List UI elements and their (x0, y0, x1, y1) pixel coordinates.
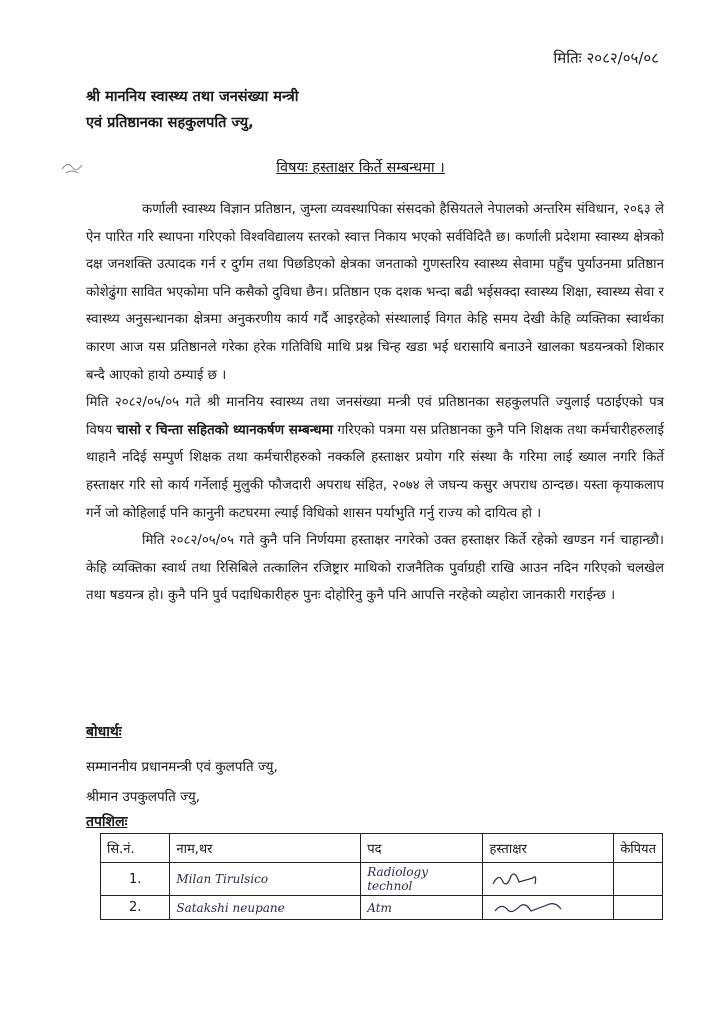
subject-text: विषयः हस्ताक्षर किर्ते सम्बन्धमा । (276, 160, 445, 176)
row-name: Satakshi neupane (170, 896, 361, 920)
cc-item: सम्माननीय प्रधानमन्त्री एवं कुलपति ज्यु, (86, 759, 278, 775)
table-header-row (101, 834, 663, 863)
cc-list (86, 752, 278, 812)
signature-table (100, 833, 663, 920)
header-name: नाम,थर (170, 834, 361, 863)
header-post: पद (361, 834, 483, 863)
header-signature: हस्ताक्षर (483, 834, 614, 863)
header-remarks: केपियत (614, 834, 663, 863)
body-paragraph-2-start: मिति २०८२/०५/०५ गते श्री माननिय स्वास्थ्य तथा जनसंख्या मन्त्री एवं प्रतिष्ठानका सहकुलपति ज्युलाई पठाईएको पत्र विषय (86, 395, 664, 438)
row-serial: 2. (101, 896, 170, 920)
letter-subject-reference: चासो र चिन्ता सहितको ध्यानकर्षण सम्बन्धमा (116, 422, 333, 438)
handwritten-signature-image (489, 870, 549, 888)
table-row (101, 863, 663, 896)
row-post: Atm (361, 896, 483, 920)
body-paragraph-1: कर्णाली स्वास्थ्य विज्ञान प्रतिष्ठान, जुम्ला व्यवस्थापिका संसदको हैसियतले नेपालको अन्तरिम संविधान, २०६३ ले ऐन पारित गरि स्थापना गरिएको विश्वविद्यालय स्तरको स्वात्त निकाय भएको सर्वविदितै छ। कर्णाली प्रदेशमा स्वास्थ्य क्षेत्रको दक्ष जनशक्ति उत्पादक गर्न र दुर्गम तथा पिछडिएको क्षेत्रका जनताको गुणस्तरिय स्वास्थ्य सेवामा पहुँच पुर्याउनमा प्रतिष्ठान कोशेढुंगा सावित भएकोमा पनि कसैको दुविधा छैन। प्रतिष्ठान एक दशक भन्दा बढी भईसक्दा स्वास्थ्य शिक्षा, स्वास्थ्य सेवा र स्वास्थ्य अनुसन्धानका क्षेत्रमा अनुकरणीय कार्य गर्दै आइरहेको संस्थालाई विगत केहि समय देखी केहि व्यक्तिका स्वार्थका कारण आज यस प्रतिष्ठानले गरेका हरेक गतिविधि माथि प्रश्न चिन्ह खडा भई धरासायि बनाउने खालका षडयन्त्रको शिकार बन्दै आएको हायो ठम्याई छ । (86, 202, 664, 383)
body-paragraph-2-end: गरिएको पत्रमा यस प्रतिष्ठानका कुनै पनि शिक्षक तथा कर्मचारीहरुलाई थाहानै नदिई सम्पुर्ण शिक्षक तथा कर्मचारीहरुको नक्कलि हस्ताक्षर प्रयोग गरि संस्था कै गरिमा लाई ख्याल नगरि किर्ते हस्ताक्षर गरि सो कार्य गर्नेलाई मुलुकी फौजदारी अपराध संहित, २०७४ ले जघन्य कसुर अपराध ठान्दछ। यस्ता कृयाकलाप गर्ने जो कोहिलाई पनि कानुनी कटघरमा ल्याई विधिको शासन पर्याभुति गर्नु राज्य को दायित्व हो । (86, 422, 664, 521)
row-remarks (614, 896, 663, 920)
row-remarks (614, 863, 663, 896)
row-signature (483, 896, 614, 920)
letter-date: मितिः २०८२/०५/०८ (553, 49, 659, 67)
subject-line (0, 157, 721, 177)
table-row (101, 896, 663, 920)
letter-body (86, 196, 664, 610)
handwritten-signature-image (489, 899, 569, 917)
row-name: Milan Tirulsico (170, 863, 361, 896)
row-serial: 1. (101, 863, 170, 896)
body-paragraph-3: मिति २०८२/०५/०५ गते कुनै पनि निर्णयमा हस्ताक्षर नगरेको उक्त हस्ताक्षर किर्ते रहेको खण्डन गर्न चाहान्छौ। केहि व्यक्तिका स्वार्थ तथा रिसिबिले तत्कालिन रजिष्ट्रार माथिको राजनैतिक पुर्वाग्रही राखि आउन नदिन गरिएको चलखेल तथा षडयन्त्र हो। कुनै पनि पुर्व पदाधिकारीहरु पुनः दोहोरिनु कुनै पनि आपत्ति नरहेको व्यहोरा जानकारी गराईन्छ । (86, 533, 664, 604)
cc-heading: बोधार्थः (86, 724, 122, 740)
addressee-line-2: एवं प्रतिष्ठानका सहकुलपति ज्यु, (86, 115, 254, 131)
cc-item: श्रीमान उपकुलपति ज्यु, (86, 789, 200, 805)
header-serial: सि.नं. (101, 834, 170, 863)
addressee-block (86, 84, 298, 136)
row-signature (483, 863, 614, 896)
row-post: Radiology technol (361, 863, 483, 896)
addressee-line-1: श्री माननिय स्वास्थ्य तथा जनसंख्या मन्त्री (86, 89, 299, 105)
body-paragraph-2 (86, 389, 664, 527)
tapasil-heading: तपशिलः (86, 814, 128, 830)
